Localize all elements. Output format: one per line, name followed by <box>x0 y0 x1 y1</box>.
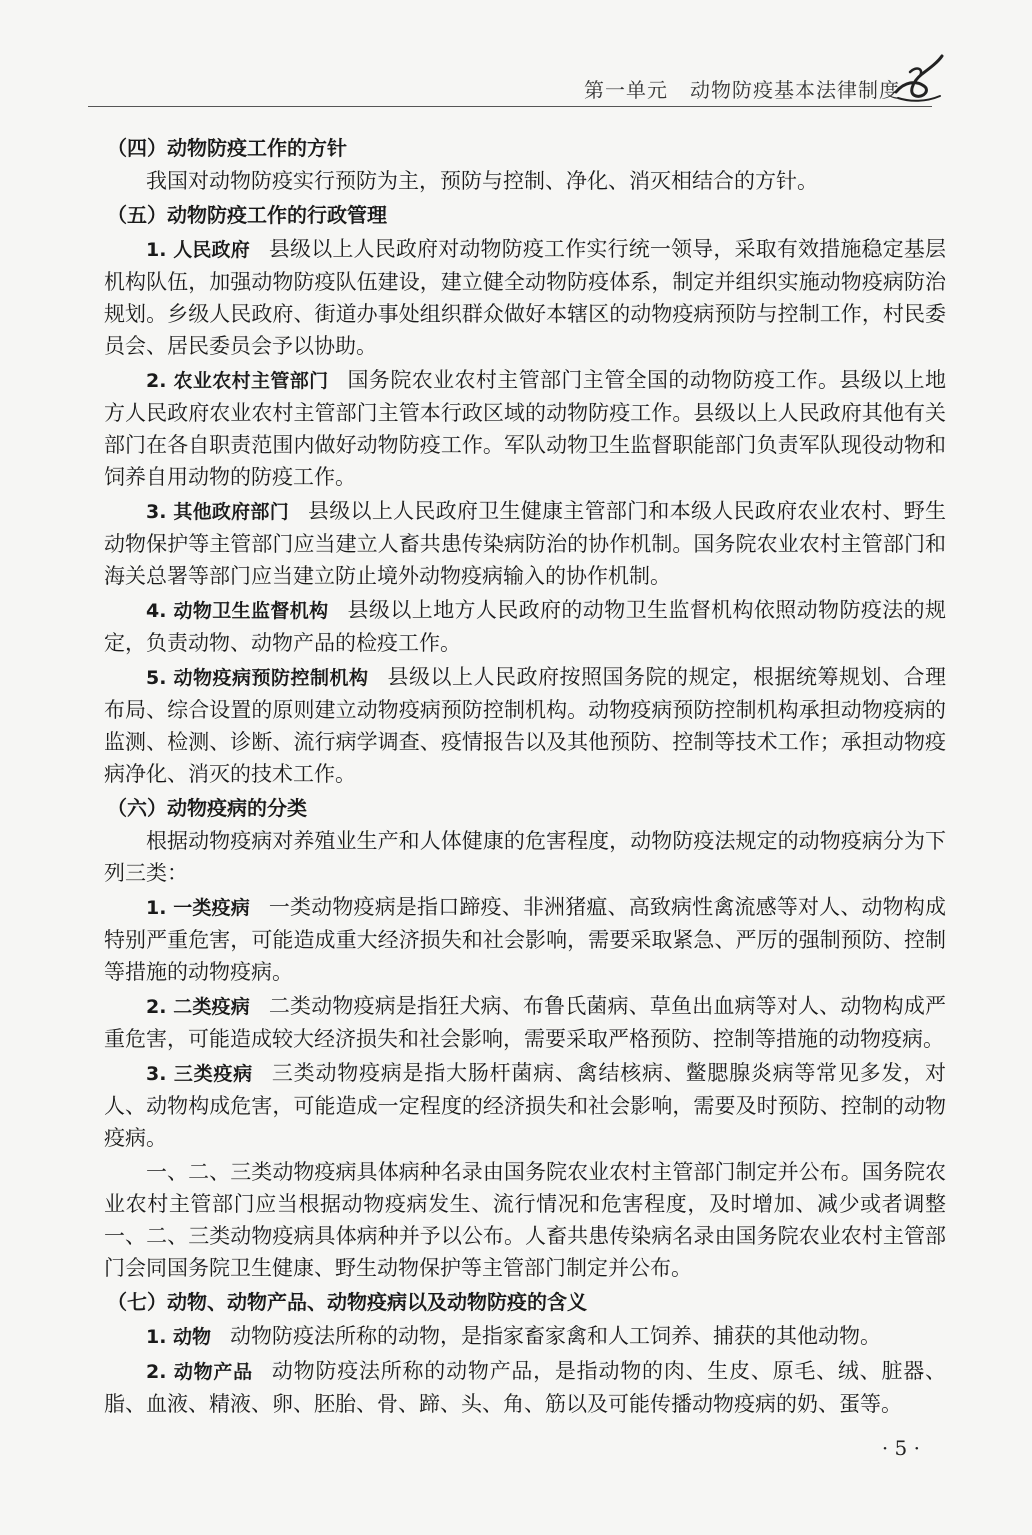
item-title: 1. 动物 <box>146 1326 212 1348</box>
item-text: 县级以上人民政府卫生健康主管部门和本级人民政府农业农村、野生动物保护等主管部门应当建立人畜共患传染病防治的协作机制。国务院农业农村主管部门和海关总署等部门应当建立防止境外动物疫病输入的协作机制。 <box>104 499 947 588</box>
paragraph: 我国对动物防疫实行预防为主，预防与控制、净化、消灭相结合的方针。 <box>146 169 818 193</box>
section-heading-6: （六）动物疫病的分类 <box>107 796 307 820</box>
paragraph: 根据动物疫病对养殖业生产和人体健康的危害程度，动物防疫法规定的动物疫病分为下列三类： <box>104 829 946 885</box>
item-title: 2. 农业农村主管部门 <box>146 370 329 392</box>
page-body <box>104 130 946 1420</box>
chapter-title: 动物防疫基本法律制度 <box>690 78 900 102</box>
item-text: 动物防疫法所称的动物产品，是指动物的肉、生皮、原毛、绒、脏器、脂、血液、精液、卵、胚胎、骨、蹄、头、角、筋以及可能传播动物疫病的奶、蛋等。 <box>104 1359 946 1416</box>
calligraphy-swirl-icon <box>890 52 946 104</box>
header-divider <box>88 106 932 107</box>
item-text: 县级以上人民政府对动物防疫工作实行统一领导，采取有效措施稳定基层机构队伍，加强动物防疫队伍建设，建立健全动物防疫体系，制定并组织实施动物疫病防治规划。乡级人民政府、街道办事处组织群众做好本辖区的动物疫病预防与控制工作，村民委员会、居民委员会予以协助。 <box>104 237 947 358</box>
item-title: 3. 三类疫病 <box>146 1063 253 1085</box>
list-item <box>104 1355 946 1420</box>
item-text: 二类动物疫病是指狂犬病、布鲁氏菌病、草鱼出血病等对人、动物构成严重危害，可能造成较大经济损失和社会影响，需要采取严格预防、控制等措施的动物疫病。 <box>104 994 947 1051</box>
section-heading-5: （五）动物防疫工作的行政管理 <box>107 203 387 227</box>
list-item <box>104 1057 946 1154</box>
list-item <box>104 594 946 659</box>
section-heading-4: （四）动物防疫工作的方针 <box>107 136 347 160</box>
list-item <box>104 891 946 988</box>
item-title: 1. 人民政府 <box>146 239 250 261</box>
item-title: 3. 其他政府部门 <box>146 501 289 523</box>
unit-label: 第一单元 <box>584 78 668 102</box>
running-header <box>584 74 900 103</box>
list-item <box>104 495 946 592</box>
item-title: 2. 动物产品 <box>146 1361 253 1383</box>
item-text: 动物防疫法所称的动物，是指家畜家禽和人工饲养、捕获的其他动物。 <box>230 1324 882 1348</box>
paragraph: 一、二、三类动物疫病具体病种名录由国务院农业农村主管部门制定并公布。国务院农业农村主管部门应当根据动物疫病发生、流行情况和危害程度，及时增加、减少或者调整一、二、三类动物疫病具体病种并予以公布。人畜共患传染病名录由国务院农业农村主管部门会同国务院卫生健康、野生动物保护等主管部门制定并公布。 <box>104 1160 946 1280</box>
item-title: 1. 一类疫病 <box>146 897 250 919</box>
list-item <box>104 364 946 493</box>
item-text: 国务院农业农村主管部门主管全国的动物防疫工作。县级以上地方人民政府农业农村主管部门主管本行政区域的动物防疫工作。县级以上人民政府其他有关部门在各自职责范围内做好动物防疫工作。军队动物卫生监督职能部门负责军队现役动物和饲养自用动物的防疫工作。 <box>104 368 946 489</box>
page-header <box>0 0 1032 112</box>
list-item <box>104 1320 946 1353</box>
item-title: 5. 动物疫病预防控制机构 <box>146 667 369 689</box>
list-item <box>104 661 946 790</box>
list-item <box>104 233 946 362</box>
item-text: 县级以上人民政府按照国务院的规定，根据统筹规划、合理布局、综合设置的原则建立动物疫病预防控制机构。动物疫病预防控制机构承担动物疫病的监测、检测、诊断、流行病学调查、疫情报告以及其他预防、控制等技术工作；承担动物疫病净化、消灭的技术工作。 <box>104 665 947 786</box>
item-title: 2. 二类疫病 <box>146 996 250 1018</box>
item-text: 三类动物疫病是指大肠杆菌病、禽结核病、鳖腮腺炎病等常见多发，对人、动物构成危害，可能造成一定程度的经济损失和社会影响，需要及时预防、控制的动物疫病。 <box>104 1061 946 1150</box>
page-number: · 5 · <box>881 1436 920 1460</box>
section-heading-7: （七）动物、动物产品、动物疫病以及动物防疫的含义 <box>107 1290 587 1314</box>
item-text: 一类动物疫病是指口蹄疫、非洲猪瘟、高致病性禽流感等对人、动物构成特别严重危害，可能造成重大经济损失和社会影响，需要采取紧急、严厉的强制预防、控制等措施的动物疫病。 <box>104 895 947 984</box>
item-title: 4. 动物卫生监督机构 <box>146 600 329 622</box>
list-item <box>104 990 946 1055</box>
item-text: 县级以上地方人民政府的动物卫生监督机构依照动物防疫法的规定，负责动物、动物产品的检疫工作。 <box>104 598 946 655</box>
